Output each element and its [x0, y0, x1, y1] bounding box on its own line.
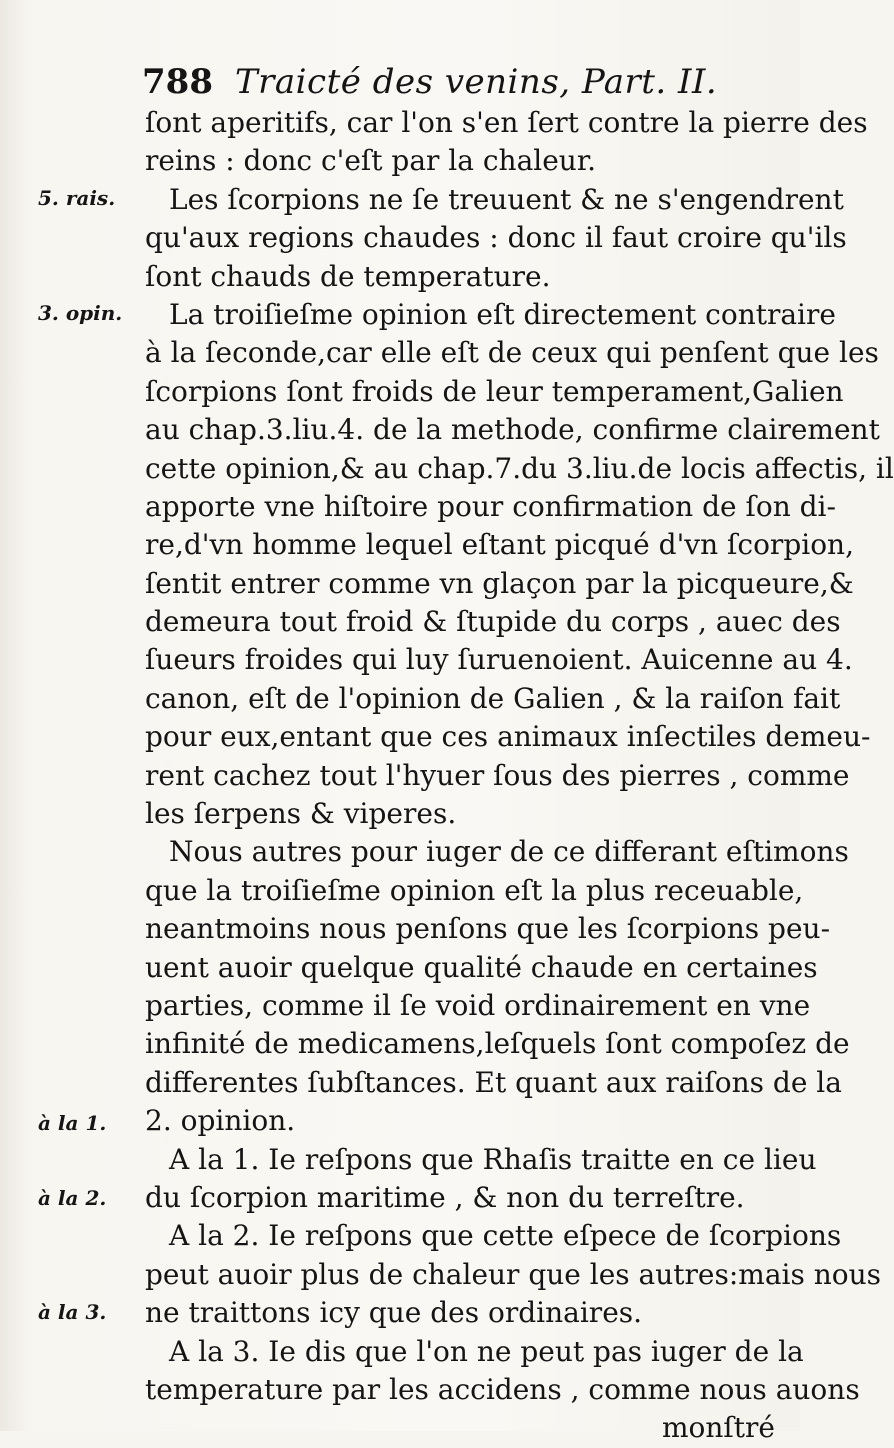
text-line: infinité de medicamens,leſquels ſont compoſez de [145, 1027, 850, 1061]
text-line: les ſerpens & viperes. [145, 797, 457, 831]
running-title: Traicté des venins, Part. II. [234, 62, 718, 102]
text-line: Nous autres pour iuger de ce differant eſtimons [169, 835, 849, 869]
text-line: peut auoir plus de chaleur que les autres:mais nous [145, 1257, 882, 1291]
margin-note: à la 2. [38, 1186, 107, 1210]
text-line: parties, comme il ſe void ordinairement en vne [145, 988, 811, 1022]
text-line: qu'aux regions chaudes : donc il faut croire qu'ils [145, 221, 847, 255]
text-line: neantmoins nous penſons que les ſcorpions peu- [145, 912, 831, 946]
margin-note: à la 3. [38, 1300, 107, 1324]
body-text [145, 104, 894, 1448]
text-line: à la ſeconde,car elle eſt de ceux qui penſent que les [145, 336, 879, 370]
text-line: cette opinion,& au chap.7.du 3.liu.de locis affectis, il [145, 451, 894, 485]
text-line: differentes ſubſtances. Et quant aux raiſons de la [145, 1065, 842, 1099]
text-line: re,d'vn homme lequel eſtant picqué d'vn ſcorpion, [145, 528, 854, 562]
text-line: ſueurs froides qui luy ſuruenoient. Auicenne au 4. [145, 643, 853, 677]
text-line: canon, eſt de l'opinion de Galien , & la raiſon fait [145, 681, 841, 715]
margin-note: 5. rais. [38, 186, 116, 210]
text-line: pour eux,entant que ces animaux inſectiles demeu- [145, 720, 871, 754]
text-line: au chap.3.liu.4. de la methode, confirme clairement [145, 413, 880, 447]
text-line: que la troiſieſme opinion eſt la plus receuable, [145, 873, 804, 907]
text-line: ſcorpions ſont froids de leur temperament,Galien [145, 374, 844, 408]
margin-note: 3. opin. [38, 301, 123, 325]
text-line: Les ſcorpions ne ſe treuuent & ne s'engendrent [169, 182, 844, 216]
text-line: demeura tout froid & ſtupide du corps , auec des [145, 605, 841, 639]
text-line: A la 2. Ie reſpons que cette eſpece de ſcorpions [169, 1219, 842, 1253]
text-line: La troiſieſme opinion eſt directement contraire [169, 297, 836, 331]
text-line: ne traittons icy que des ordinaires. [145, 1296, 643, 1330]
text-line: A la 3. Ie dis que l'on ne peut pas iuger de la [169, 1334, 804, 1368]
text-line: temperature par les accidens , comme nous auons [145, 1372, 860, 1406]
text-line: ſentit entrer comme vn glaçon par la picqueure,& [145, 566, 854, 600]
text-line: ſont aperitifs, car l'on s'en ſert contre la pierre des [145, 106, 868, 139]
text-line: rent cachez tout l'hyuer ſous des pierres , comme [145, 758, 850, 792]
text-line: reins : donc c'eſt par la chaleur. [145, 144, 597, 178]
text-line: A la 1. Ie reſpons que Rhaſis traitte en ce lieu [169, 1142, 817, 1176]
text-line: du ſcorpion maritime , & non du terreſtre. [145, 1180, 745, 1214]
text-line: ſont chauds de temperature. [145, 259, 551, 293]
running-header [142, 58, 782, 106]
text-line: uent auoir quelque qualité chaude en certaines [145, 950, 818, 984]
text-line: apporte vne hiſtoire pour confirmation de ſon di- [145, 489, 836, 523]
catchword: monſtré [661, 1411, 775, 1445]
margin-note: à la 1. [38, 1111, 107, 1135]
text-line: 2. opinion. [145, 1104, 296, 1138]
page-number: 788 [142, 62, 213, 102]
